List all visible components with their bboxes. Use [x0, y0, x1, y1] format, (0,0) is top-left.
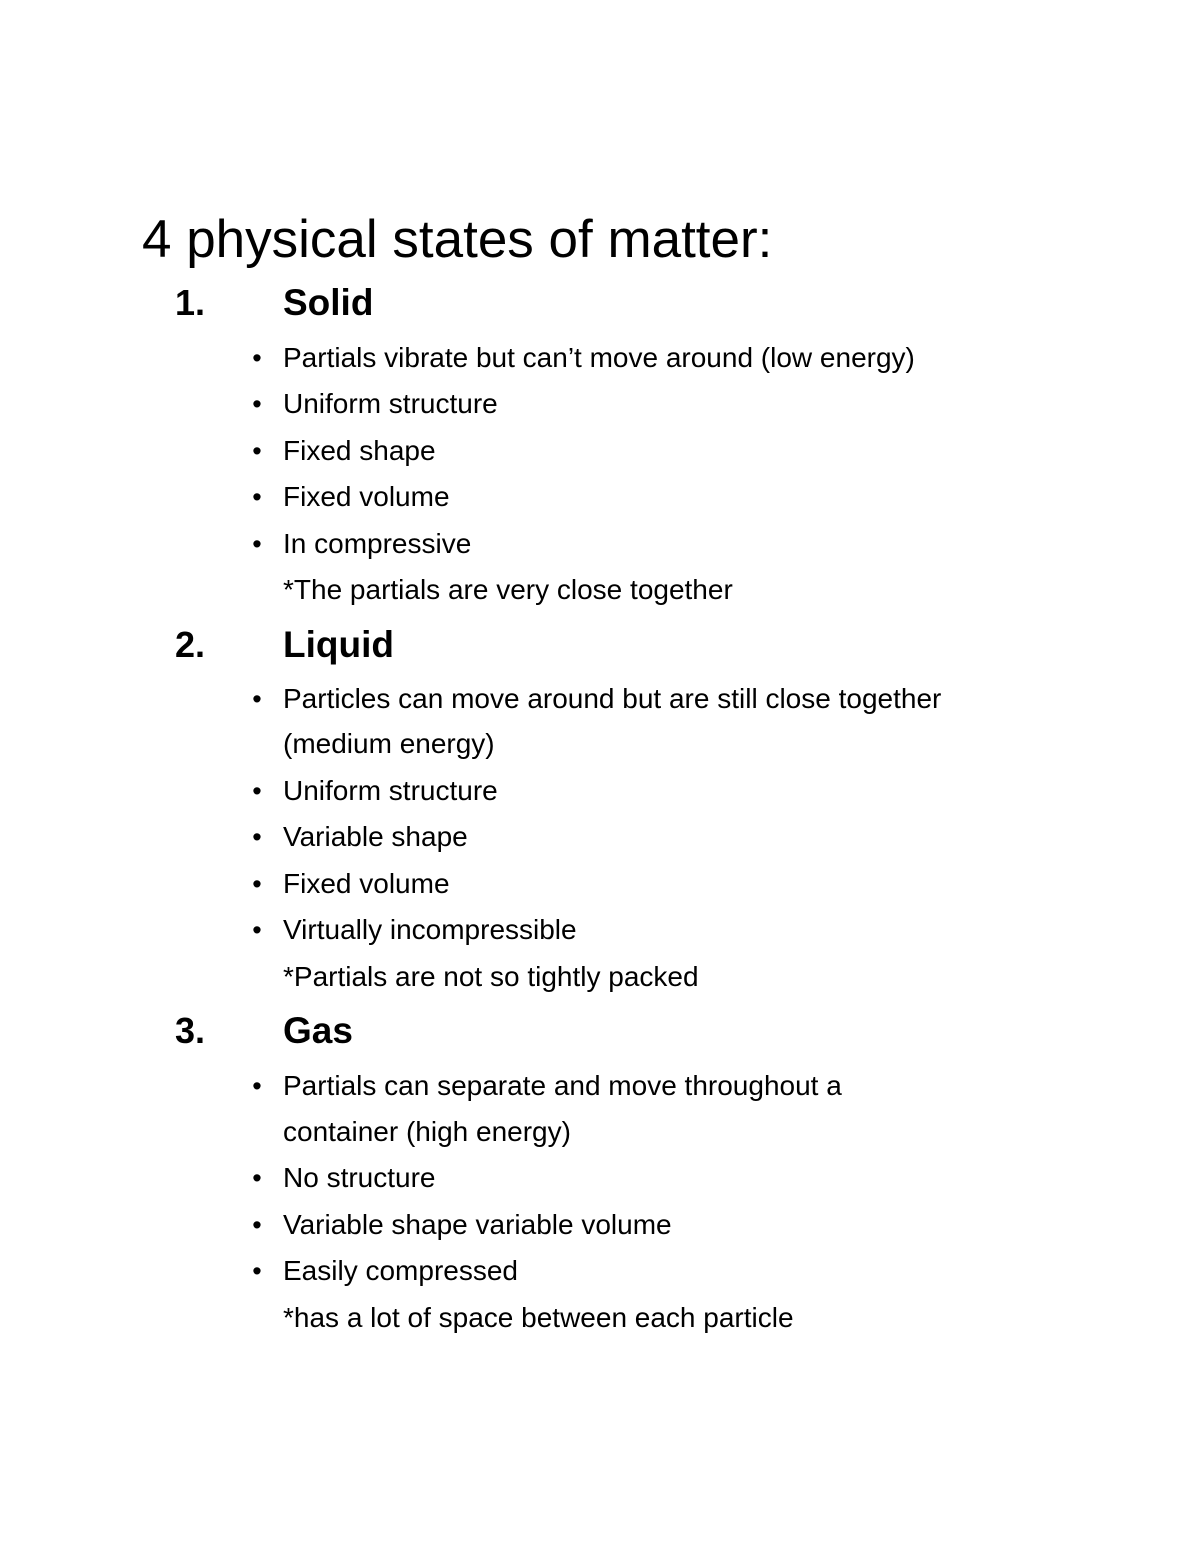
bullet-icon: • [252, 776, 262, 806]
list-item: Variable shape [283, 821, 468, 852]
list-item: Fixed shape [283, 435, 436, 466]
section-note: *The partials are very close together [283, 574, 733, 605]
list-item: No structure [283, 1162, 436, 1193]
bullet-icon: • [252, 1071, 262, 1101]
list-item: In compressive [283, 528, 472, 559]
list-item: Fixed volume [283, 481, 450, 512]
list-item: Virtually incompressible [283, 914, 577, 945]
list-item: Variable shape variable volume [283, 1209, 672, 1240]
bullet-icon: • [252, 915, 262, 945]
list-item: Particles can move around but are still close together [283, 683, 942, 714]
bullet-icon: • [252, 529, 262, 559]
bullet-icon: • [252, 482, 262, 512]
bullet-icon: • [252, 1163, 262, 1193]
section-number: 1. [175, 282, 206, 323]
list-item-continuation: container (high energy) [283, 1116, 571, 1147]
section-number: 2. [175, 624, 206, 665]
list-item: Partials can separate and move throughout a [283, 1070, 842, 1101]
section-heading: Gas [283, 1010, 353, 1051]
bullet-icon: • [252, 343, 262, 373]
section-note: *has a lot of space between each particle [283, 1302, 794, 1333]
bullet-icon: • [252, 436, 262, 466]
section-heading: Liquid [283, 624, 394, 665]
bullet-icon: • [252, 1256, 262, 1286]
list-item-continuation: (medium energy) [283, 728, 495, 759]
section-heading: Solid [283, 282, 374, 323]
list-item: Fixed volume [283, 868, 450, 899]
bullet-icon: • [252, 1210, 262, 1240]
list-item: Uniform structure [283, 775, 498, 806]
bullet-icon: • [252, 389, 262, 419]
bullet-icon: • [252, 869, 262, 899]
bullet-icon: • [252, 822, 262, 852]
section-number: 3. [175, 1010, 206, 1051]
list-item: Easily compressed [283, 1255, 518, 1286]
list-item: Uniform structure [283, 388, 498, 419]
list-item: Partials vibrate but can’t move around (low energy) [283, 342, 915, 373]
section-note: *Partials are not so tightly packed [283, 961, 699, 992]
document-title: 4 physical states of matter: [142, 210, 773, 269]
bullet-icon: • [252, 684, 262, 714]
